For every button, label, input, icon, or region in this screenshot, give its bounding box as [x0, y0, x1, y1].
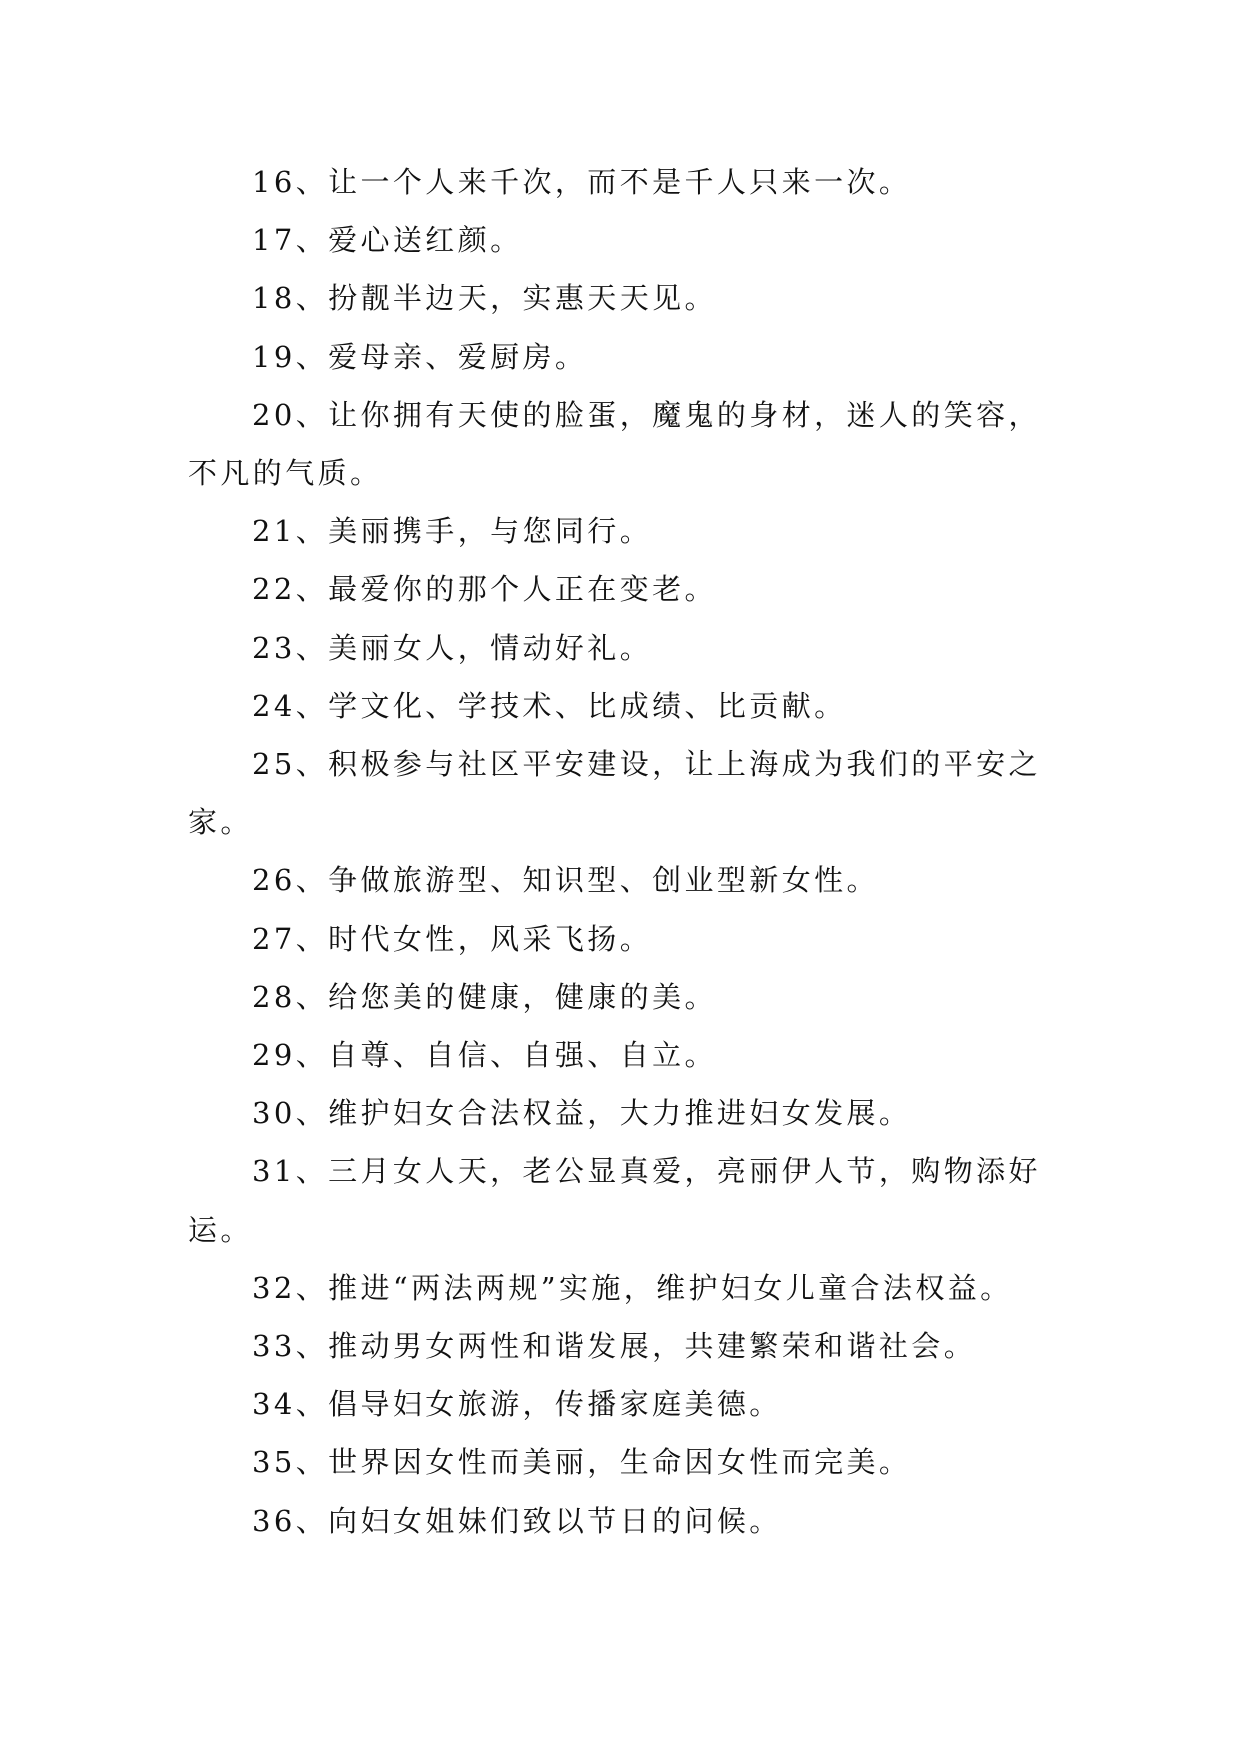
slogan-item-22: 22、最爱你的那个人正在变老。: [252, 572, 717, 607]
slogan-item-18: 18、扮靓半边天，实惠天天见。: [252, 281, 717, 316]
slogan-item-33: 33、推动男女两性和谐发展，共建繁荣和谐社会。: [252, 1329, 977, 1364]
slogan-item-20: 20、让你拥有天使的脸蛋，魔鬼的身材，迷人的笑容，不凡的气质。: [188, 397, 1041, 491]
slogan-item-30: 30、维护妇女合法权益，大力推进妇女发展。: [252, 1096, 912, 1131]
slogan-item-25: 25、积极参与社区平安建设，让上海成为我们的平安之家。: [188, 747, 1041, 840]
slogan-item-27: 27、时代女性，风采飞扬。: [252, 921, 653, 956]
slogan-item-32: 32、推进“两法两规”实施，维护妇女儿童合法权益。: [252, 1270, 1013, 1305]
slogan-item-24: 24、学文化、学技术、比成绩、比贡献。: [252, 688, 847, 723]
slogan-item-16: 16、让一个人来千次，而不是千人只来一次。: [252, 165, 912, 199]
slogan-item-35: 35、世界因女性而美丽，生命因女性而完美。: [252, 1445, 912, 1480]
slogan-list: [188, 153, 1058, 1550]
slogan-item-21: 21、美丽携手，与您同行。: [252, 514, 653, 549]
slogan-item-34: 34、倡导妇女旅游，传播家庭美德。: [252, 1387, 782, 1422]
slogan-item-29: 29、自尊、自信、自强、自立。: [252, 1038, 717, 1073]
slogan-item-36: 36、向妇女姐妹们致以节日的问候。: [252, 1503, 782, 1538]
slogan-item-23: 23、美丽女人，情动好礼。: [252, 630, 653, 665]
slogan-item-19: 19、爱母亲、爱厨房。: [252, 339, 588, 374]
slogan-item-28: 28、给您美的健康，健康的美。: [252, 979, 717, 1014]
slogan-item-17: 17、爱心送红颜。: [252, 223, 523, 258]
slogan-item-31: 31、三月女人天，老公显真爱，亮丽伊人节，购物添好运。: [188, 1154, 1041, 1247]
slogan-item-26: 26、争做旅游型、知识型、创业型新女性。: [252, 863, 879, 898]
